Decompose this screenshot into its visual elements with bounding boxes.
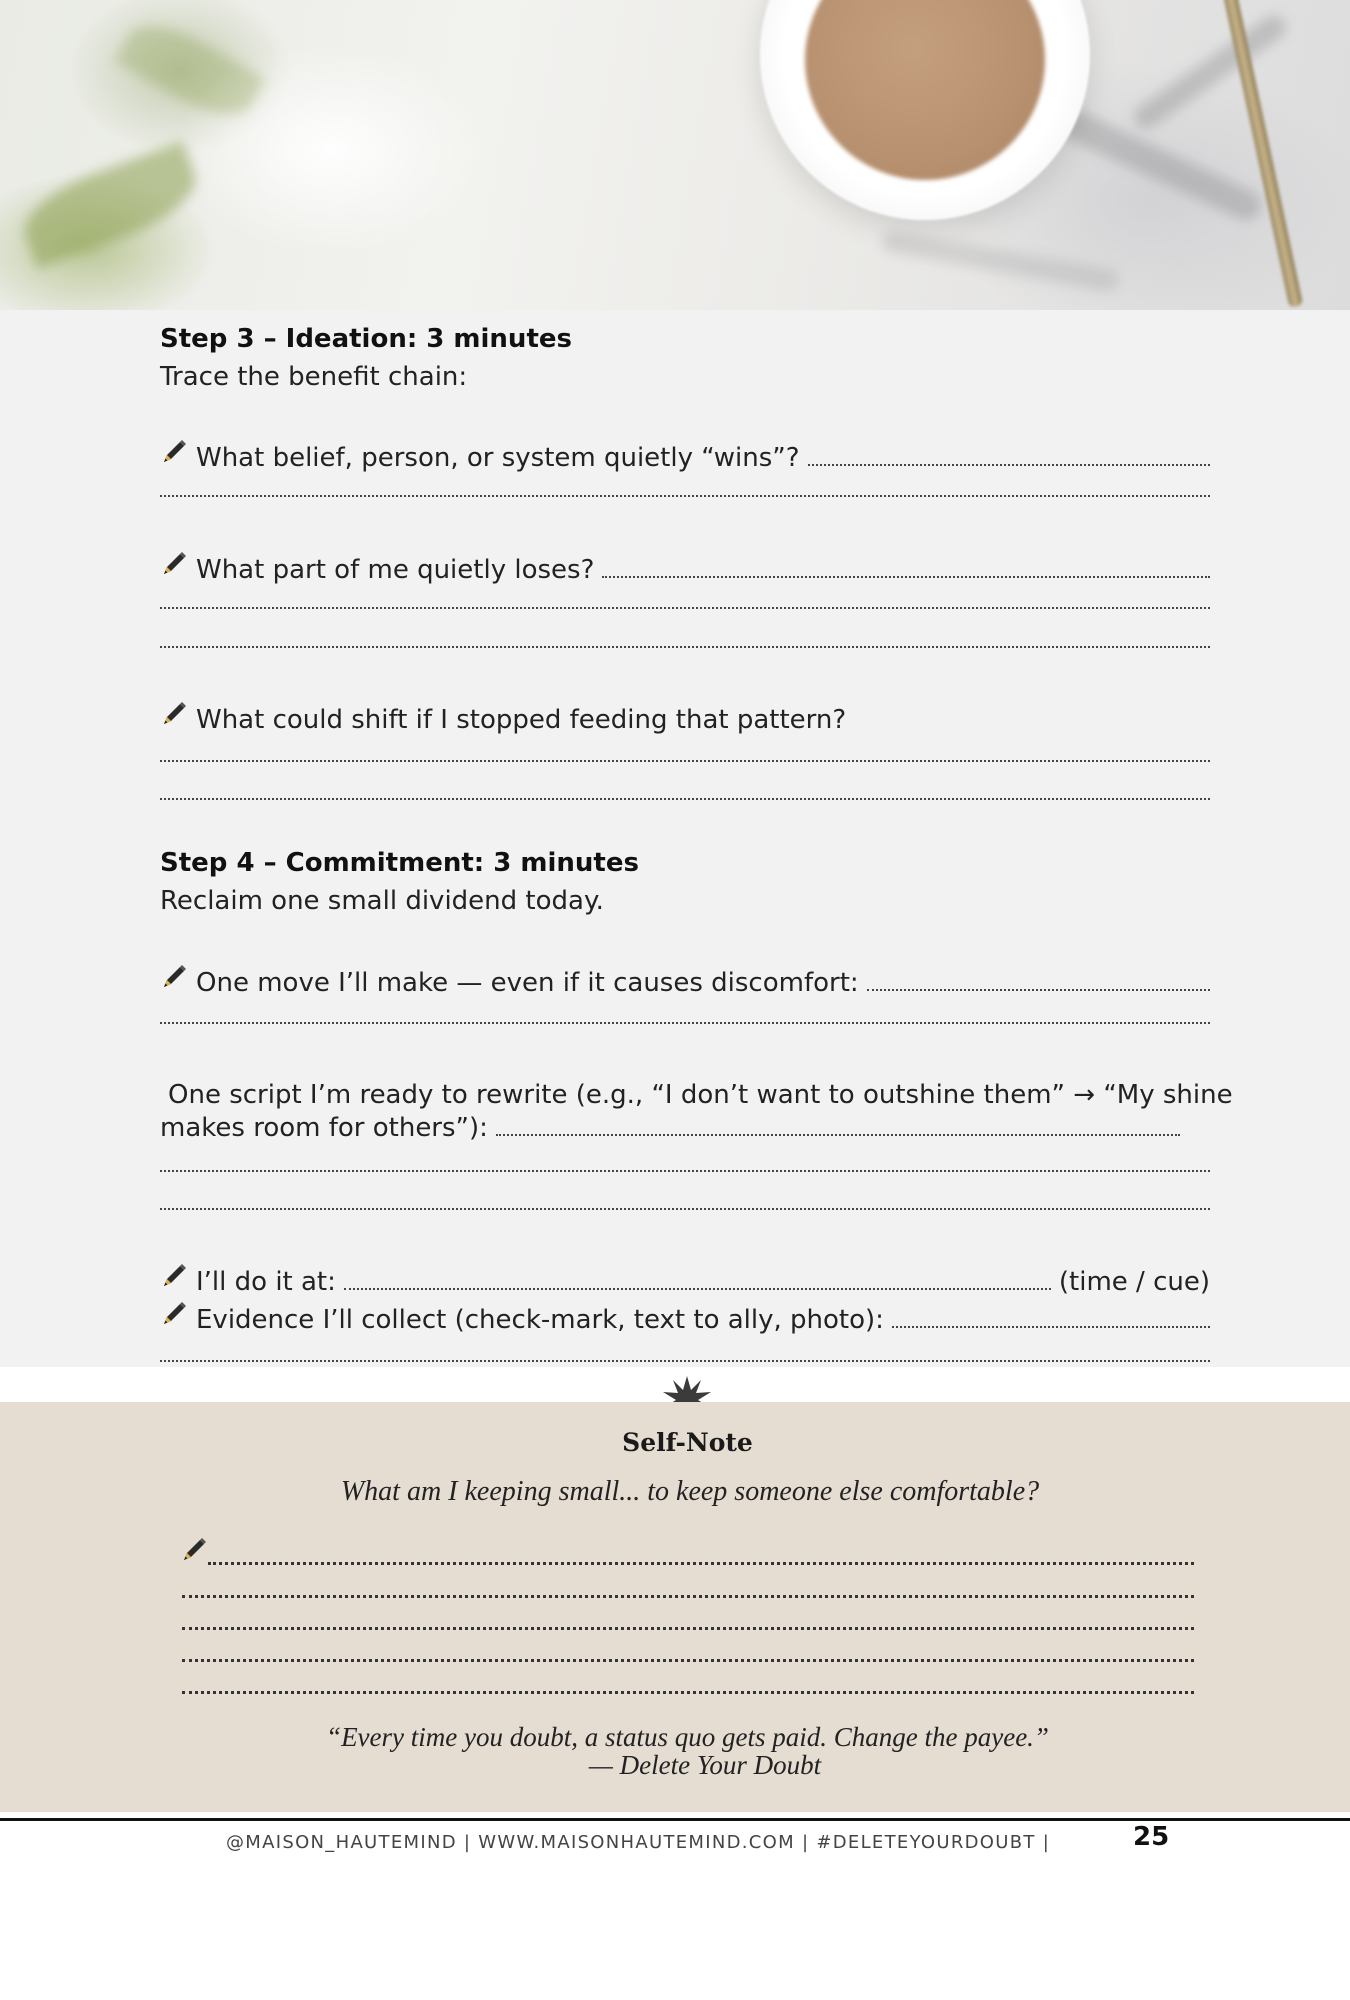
step4-question-2-text-cont: makes room for others”):	[160, 1113, 488, 1143]
answer-line[interactable]	[160, 495, 1210, 497]
journal-line[interactable]	[182, 1691, 1194, 1694]
pen-icon	[180, 1536, 208, 1564]
step3-question-3-text: What could shift if I stopped feeding that pattern?	[196, 705, 847, 735]
marble-vein	[880, 229, 1120, 292]
answer-line[interactable]	[160, 1360, 1210, 1362]
step4-question-3-suffix: (time / cue)	[1058, 1267, 1210, 1297]
answer-line[interactable]	[808, 463, 1210, 466]
footer-rule	[0, 1818, 1350, 1821]
step4-question-4	[160, 1300, 1210, 1335]
step3-question-1	[160, 438, 1210, 473]
step4-subtitle: Reclaim one small dividend today.	[160, 886, 604, 916]
self-note-heading: Self-Note	[622, 1428, 753, 1457]
marble-vein	[1129, 11, 1290, 134]
self-note-section	[0, 1402, 1350, 1812]
pen-icon	[160, 963, 188, 991]
answer-line[interactable]	[867, 988, 1210, 991]
marble-vein	[1054, 105, 1266, 225]
workbook-panel	[0, 310, 1350, 1367]
step3-question-1-text: What belief, person, or system quietly “wins”?	[196, 443, 800, 473]
step4-question-3	[160, 1262, 1210, 1297]
step4-question-3-label: I’ll do it at:	[196, 1267, 336, 1297]
quote-attribution: — Delete Your Doubt	[588, 1750, 822, 1780]
step4-question-1	[160, 963, 1210, 998]
answer-line[interactable]	[892, 1325, 1210, 1328]
journal-line[interactable]	[208, 1562, 1194, 1565]
page-number: 25	[1133, 1822, 1170, 1852]
pen-icon	[160, 550, 188, 578]
answer-line[interactable]	[160, 798, 1210, 800]
step3-question-3	[160, 700, 1210, 735]
step4-question-2-cont	[160, 1113, 1180, 1143]
answer-line[interactable]	[160, 760, 1210, 762]
step4-question-2-text: One script I’m ready to rewrite (e.g., “I don’t want to outshine them” → “My shine	[168, 1080, 1233, 1110]
pen-icon	[160, 438, 188, 466]
pen-icon	[160, 1262, 188, 1290]
journal-line[interactable]	[182, 1627, 1194, 1630]
answer-line[interactable]	[160, 1022, 1210, 1024]
pen-icon	[160, 1300, 188, 1328]
step4-question-2	[160, 1075, 1233, 1110]
self-note-prompt: What am I keeping small... to keep someone else comfortable?	[340, 1476, 1040, 1507]
step3-subtitle: Trace the benefit chain:	[160, 362, 468, 392]
header-photo	[0, 0, 1350, 310]
quote-text: “Every time you doubt, a status quo gets paid. Change the payee.”	[326, 1722, 1049, 1752]
step3-question-2-text: What part of me quietly loses?	[196, 555, 595, 585]
leaf-shape	[114, 9, 265, 131]
step3-title: Step 3 – Ideation: 3 minutes	[160, 324, 572, 354]
answer-line[interactable]	[496, 1133, 1180, 1136]
pen-icon	[160, 700, 188, 728]
journal-line[interactable]	[182, 1595, 1194, 1598]
step4-question-1-text: One move I’ll make — even if it causes discomfort:	[196, 968, 859, 998]
step4-question-4-text: Evidence I’ll collect (check-mark, text to ally, photo):	[196, 1305, 884, 1335]
leaf-shape	[13, 141, 206, 268]
journal-line[interactable]	[182, 1659, 1194, 1662]
answer-line[interactable]	[160, 1170, 1210, 1172]
footer-text: @MAISON_HAUTEMIND | WWW.MAISONHAUTEMIND.COM | #DELETEYOURDOUBT |	[226, 1832, 1051, 1853]
step3-question-2	[160, 550, 1210, 585]
answer-line[interactable]	[160, 607, 1210, 609]
answer-line[interactable]	[602, 575, 1210, 578]
answer-line[interactable]	[160, 646, 1210, 648]
step4-title: Step 4 – Commitment: 3 minutes	[160, 848, 639, 878]
answer-line[interactable]	[344, 1287, 1051, 1290]
answer-line[interactable]	[160, 1208, 1210, 1210]
